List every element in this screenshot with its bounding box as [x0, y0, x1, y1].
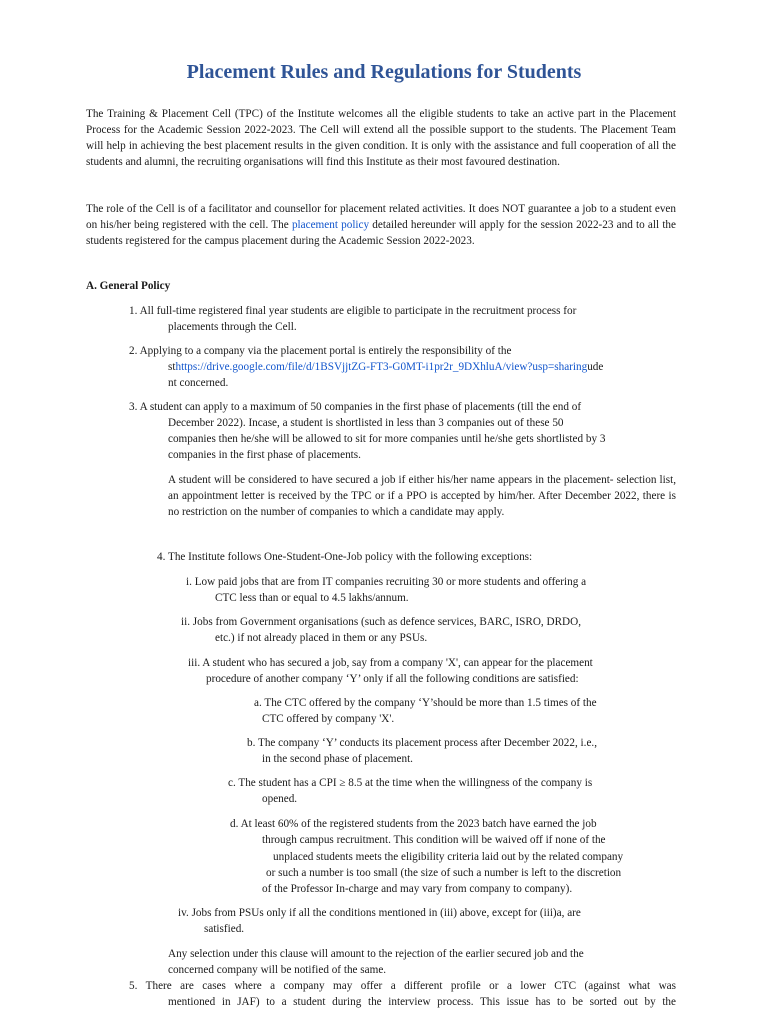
condition-d-line-3: unplaced students meets the eligibility criteria laid out by the related company	[273, 851, 624, 863]
condition-c-line-2: opened.	[262, 793, 298, 805]
job-secured-paragraph: A student will be considered to have secured a job if either his/her name appears in the placement- selection list, an appointment letter is received by the TPC or if a PPO is accepted by him/her. After December 2022, there is no restriction on the number of companies to which a candidate may apply.	[168, 474, 676, 518]
condition-c-line-1: c. The student has a CPI ≥ 8.5 at the time when the willingness of the company is	[228, 777, 593, 789]
condition-b-line-2: in the second phase of placement.	[262, 753, 413, 765]
intro-paragraph-2	[86, 201, 676, 249]
exception-ii-line-2: etc.) if not already placed in them or any PSUs.	[215, 632, 428, 644]
intro-p2-text-a: The role of the Cell is of a facilitator and counsellor for placement related activities. It does NOT guarantee a job to a student even on his/her being registered with the cell. The	[86, 203, 676, 231]
intro-p2-text-b: detailed hereunder will apply for the session 2022-23 and to all the students registered for the campus placement during the Academic Session 2022-2023.	[86, 219, 676, 247]
exception-i-line-2: CTC less than or equal to 4.5 lakhs/annum.	[215, 592, 409, 604]
exception-iv-line-2: satisfied.	[204, 923, 245, 935]
policy-item-1-line-2: placements through the Cell.	[168, 321, 297, 333]
policy-item-4-line-1: 4. The Institute follows One-Student-One-Job policy with the following exceptions:	[157, 551, 533, 563]
policy-item-3-line-4: companies in the first phase of placements.	[168, 449, 361, 461]
placement-policy-link[interactable]: placement policy	[291, 219, 370, 231]
intro-paragraph-1: The Training & Placement Cell (TPC) of the Institute welcomes all the eligible students to take an active part in the Placement Process for the Academic Session 2022-2023. The Cell will extend all the possible support to the students. The Placement Team will help in achieving the best placement results in the given condition. It is only with the assistance and full cooperation of all the students and alumni, the recruiting organisations will find this Institute as their most favoured destination.	[86, 108, 676, 168]
policy-item-2-line-2	[168, 359, 603, 375]
condition-a-line-2: CTC offered by company 'X'.	[262, 713, 395, 725]
item2-pre-text: st	[168, 361, 176, 373]
condition-d-line-5: of the Professor In-charge and may vary from company to company).	[262, 883, 573, 895]
policy-item-2-line-1: 2. Applying to a company via the placement portal is entirely the responsibility of the	[129, 345, 512, 357]
clause-note-line-1: Any selection under this clause will amount to the rejection of the earlier secured job and the	[168, 948, 584, 960]
section-a-heading: A. General Policy	[86, 280, 171, 292]
policy-item-3-line-3: companies then he/she will be allowed to sit for more companies until he/she gets shortlisted by 3	[168, 433, 606, 445]
policy-item-1-line-1: 1. All full-time registered final year students are eligible to participate in the recruitment process for	[129, 305, 577, 317]
policy-item-3-line-2: December 2022). Incase, a student is shortlisted in less than 3 companies out of these 50	[168, 417, 564, 429]
condition-d-line-2: through campus recruitment. This condition will be waived off if none of the	[262, 834, 606, 846]
condition-b-line-1: b. The company ‘Y’ conducts its placement process after December 2022, i.e.,	[247, 737, 598, 749]
clause-note-line-2: concerned company will be notified of the same.	[168, 964, 387, 976]
placement-portal-link[interactable]: https://drive.google.com/file/d/1BSVjjtZG-FT3-G0MT-i1pr2r_9DXhluA/view?usp=sharing	[175, 361, 588, 373]
policy-item-5-line-2: mentioned in JAF) to a student during the interview process. This issue has to be sorted out by the	[168, 996, 676, 1008]
policy-item-5-line-1: 5. There are cases where a company may offer a different profile or a lower CTC (against what was	[129, 980, 676, 992]
exception-iii-line-2: procedure of another company ‘Y’ only if all the following conditions are satisfied:	[206, 673, 579, 685]
condition-a-line-1: a. The CTC offered by the company ‘Y’should be more than 1.5 times of the	[254, 697, 597, 709]
condition-d-line-4: or such a number is too small (the size of such a number is left to the discretion	[266, 867, 622, 879]
exception-iv-line-1: iv. Jobs from PSUs only if all the conditions mentioned in (iii) above, except for (iii)a, are	[178, 907, 581, 919]
page-title: Placement Rules and Regulations for Students	[186, 61, 582, 83]
condition-d-line-1: d. At least 60% of the registered students from the 2023 batch have earned the job	[230, 818, 597, 830]
exception-ii-line-1: ii. Jobs from Government organisations (such as defence services, BARC, ISRO, DRDO,	[181, 616, 581, 628]
item2-post-text: ude	[587, 361, 604, 373]
exception-iii-line-1: iii. A student who has secured a job, say from a company 'X', can appear for the placement	[188, 657, 593, 669]
policy-item-2-line-3: nt concerned.	[168, 377, 229, 389]
exception-i-line-1: i. Low paid jobs that are from IT companies recruiting 30 or more students and offering a	[186, 576, 587, 588]
policy-item-3-line-1: 3. A student can apply to a maximum of 50 companies in the first phase of placements (till the end of	[129, 401, 582, 413]
